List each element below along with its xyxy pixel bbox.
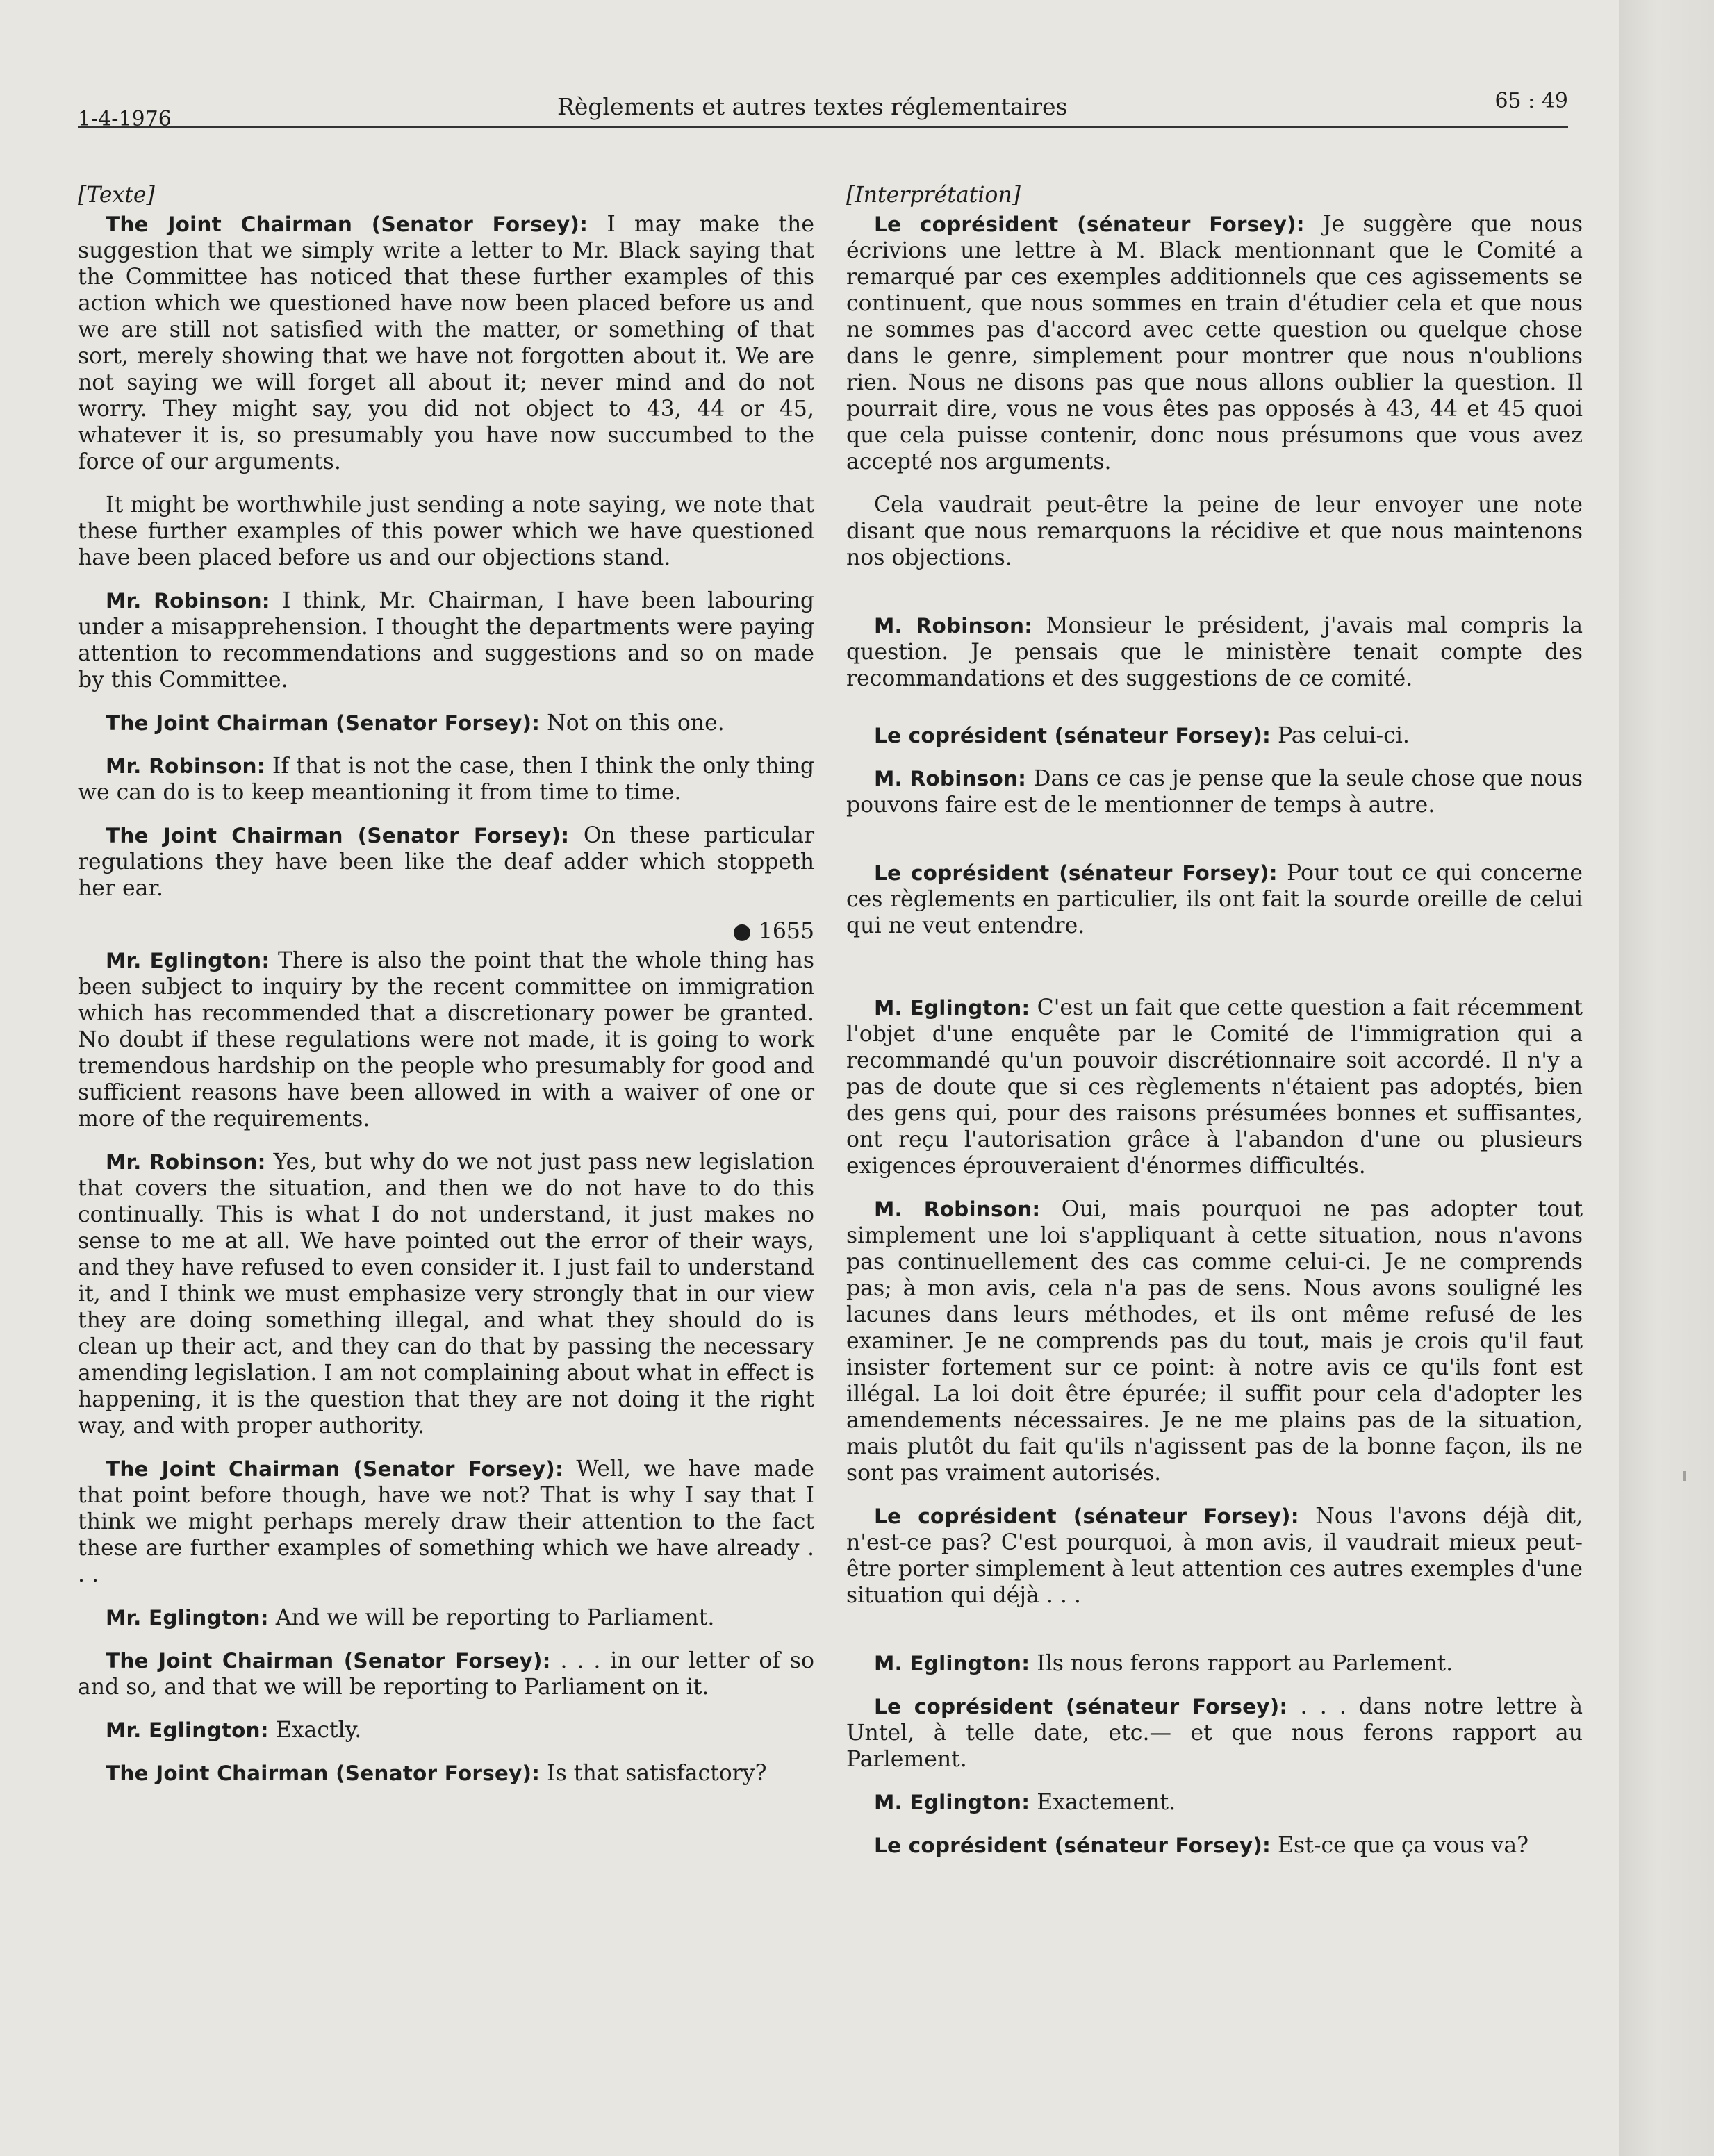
- page-edge: [1619, 0, 1714, 2156]
- speaker-name: Le coprésident (sénateur Forsey):: [874, 1834, 1271, 1857]
- speech-text: It might be worthwhile just sending a note saying, we note that these further examples of this power which we have questioned have been placed before us and our objections stand.: [78, 492, 814, 570]
- french-column: [846, 182, 1583, 1875]
- paragraph: [846, 1693, 1583, 1773]
- speech-text: I think, Mr. Chairman, I have been labouring under a misapprehension. I thought the departments were paying attention to recommendations and suggestions and so on made by this Committee.: [78, 588, 814, 693]
- speaker-name: M. Eglington:: [874, 1652, 1030, 1675]
- paragraph: [78, 822, 814, 902]
- paragraph: [78, 710, 814, 736]
- speech-text: C'est un fait que cette question a fait récemment l'objet d'une enquête par le Comité de l'immigration qui a recommandé qu'un pouvoir discrétionnaire soit accordé. Il n'y a pas de doute que si ces règlements n'étaient pas adoptés, bien des gens qui, pour des raisons présumées bonnes et suffisantes, ont reçu l'autorisation grâce à l'abandon d'une ou plusieurs exigences éprouveraient d'énormes difficultés.: [846, 995, 1583, 1179]
- speaker-name: Mr. Robinson:: [106, 589, 270, 613]
- speech-text: And we will be reporting to Parliament.: [268, 1605, 715, 1630]
- english-column: [78, 182, 814, 1803]
- paragraph: [78, 1648, 814, 1700]
- speech-text: If that is not the case, then I think the only thing we can do is to keep meantioning it from time to time.: [78, 754, 814, 805]
- speech-text: Pour tout ce qui concerne ces règlements en particulier, ils ont fait la sourde oreille de celui qui ne veut entendre.: [846, 861, 1583, 938]
- speaker-name: Mr. Robinson:: [106, 754, 265, 778]
- speaker-name: M. Robinson:: [874, 767, 1027, 790]
- paragraph: [846, 1650, 1583, 1677]
- paragraph: [846, 1196, 1583, 1486]
- paragraph: [846, 492, 1583, 571]
- spacer: [846, 708, 1583, 722]
- spacer: [846, 1625, 1583, 1650]
- paragraph: [78, 492, 814, 571]
- speech-text: Nous l'avons déjà dit, n'est-ce pas? C'est pourquoi, à mon avis, il vaudrait mieux peut-être porter simplement à leut attention ces autres exemples d'une situation qui déjà . . .: [846, 1504, 1583, 1608]
- speaker-name: M. Robinson:: [874, 614, 1033, 638]
- speech-text: Well, we have made that point before though, have we not? That is why I say that I think we might perhaps merely draw their attention to the fact these are further examples of something which we have already . . .: [78, 1457, 814, 1587]
- paragraph: [846, 722, 1583, 749]
- speech-text: Je suggère que nous écrivions une lettre à M. Black mentionnant que le Comité a remarqué par ces exemples additionnels que ces agissements se continuent, que nous sommes en train d'étudier cela et que nous ne sommes pas d'accord avec cette question ou quelque chose dans le genre, simplement pour montrer que nous n'oublions rien. Nous ne disons pas que nous allons oublier la question. Il pourrait dire, vous ne vous êtes pas opposés à 43, 44 et 45 quoi que cela puisse contenir, donc nous présumons que vous avez accepté nos arguments.: [846, 212, 1583, 474]
- paragraph: [846, 995, 1583, 1179]
- paragraph: [846, 211, 1583, 475]
- speech-text: Ils nous ferons rapport au Parlement.: [1030, 1651, 1453, 1676]
- paragraph: [846, 1503, 1583, 1609]
- speaker-name: Le coprésident (sénateur Forsey):: [874, 213, 1305, 236]
- header-page-number: 65 : 49: [1494, 89, 1568, 113]
- speaker-name: Mr. Eglington:: [106, 949, 270, 972]
- paragraph: [846, 860, 1583, 939]
- paragraph: [78, 1604, 814, 1631]
- section-label-texte: [Texte]: [78, 183, 155, 208]
- paragraph: [78, 947, 814, 1132]
- speech-text: Cela vaudrait peut-être la peine de leur envoyer une note disant que nous remarquons la récidive et que nous maintenons nos objections.: [846, 492, 1583, 570]
- paragraph: [78, 588, 814, 693]
- speech-text: I may make the suggestion that we simply write a letter to Mr. Black saying that the Committee has noticed that these further examples of this action which we questioned have now been placed before us and we are still not satisfied with the matter, or something of that sort, merely showing that we have not forgotten about it. We are not saying we will forget all about it; never mind and do not worry. They might say, you did not object to 43, 44 or 45, whatever it is, so presumably you have now succumbed to the force of our arguments.: [78, 212, 814, 474]
- paragraph: [846, 613, 1583, 692]
- speech-text: Monsieur le président, j'avais mal compris la question. Je pensais que le ministère tenait compte des recommandations et des suggestions de ce comité.: [846, 613, 1583, 691]
- speaker-name: The Joint Chairman (Senator Forsey):: [106, 213, 588, 236]
- speaker-name: The Joint Chairman (Senator Forsey):: [106, 1649, 551, 1673]
- page-header: [78, 86, 1568, 131]
- speaker-name: M. Robinson:: [874, 1197, 1041, 1221]
- paragraph: [846, 1789, 1583, 1816]
- speech-text: On these particular regulations they have been like the deaf adder which stoppeth her ear.: [78, 823, 814, 901]
- speech-text: Pas celui-ci.: [1271, 723, 1410, 748]
- spacer: [846, 956, 1583, 995]
- spacer: [846, 835, 1583, 860]
- speaker-name: Mr. Robinson:: [106, 1150, 266, 1174]
- paragraph: [78, 1456, 814, 1588]
- speaker-name: The Joint Chairman (Senator Forsey):: [106, 1761, 541, 1785]
- speaker-name: Le coprésident (sénateur Forsey):: [874, 1504, 1299, 1528]
- section-label-interpretation: [Interprétation]: [846, 183, 1021, 208]
- paragraph: [78, 1760, 814, 1786]
- speaker-name: The Joint Chairman (Senator Forsey):: [106, 824, 570, 847]
- time-marker: ● 1655: [732, 919, 814, 944]
- paragraph: [846, 1832, 1583, 1859]
- speaker-name: The Joint Chairman (Senator Forsey):: [106, 711, 541, 735]
- speaker-name: Mr. Eglington:: [106, 1718, 269, 1742]
- speaker-name: Le coprésident (sénateur Forsey):: [874, 1695, 1288, 1718]
- speech-text: Exactly.: [268, 1718, 362, 1743]
- scan-speck: [1683, 1471, 1686, 1481]
- speech-text: Is that satisfactory?: [540, 1761, 767, 1786]
- speaker-name: The Joint Chairman (Senator Forsey):: [106, 1457, 563, 1481]
- speech-text: Oui, mais pourquoi ne pas adopter tout simplement une loi s'appliquant à cette situation, nous n'avons pas continuellement des cas comme celui-ci. Je ne comprends pas; à mon avis, cela n'a pas de sens. Nous avons souligné les lacunes dans leurs méthodes, et ils ont même refusé de les examiner. Je ne comprends pas du tout, mais je crois qu'il faut insister fortement sur ce point: à notre avis ce qu'ils font est illégal. La loi doit être épurée; il suffit pour cela d'adopter les amendements nécessaires. Je ne me plains pas de la situation, mais plutôt du fait qu'ils n'agissent pas de la bonne façon, ils ne sont pas vraiment autorisés.: [846, 1197, 1583, 1486]
- speech-text: Dans ce cas je pense que la seule chose que nous pouvons faire est de le mentionner de temps à autre.: [846, 766, 1583, 818]
- speaker-name: Le coprésident (sénateur Forsey):: [874, 724, 1271, 747]
- speech-text: Not on this one.: [540, 711, 725, 736]
- speaker-name: M. Eglington:: [874, 1791, 1030, 1814]
- header-date: 1-4-1976: [78, 107, 172, 131]
- speaker-name: M. Eglington:: [874, 996, 1030, 1020]
- speech-text: . . . in our letter of so and so, and that we will be reporting to Parliament on it.: [78, 1648, 814, 1700]
- speech-text: There is also the point that the whole thing has been subject to inquiry by the recent committee on immigration which has recommended that a discretionary power be granted. No doubt if these regulations were not made, it is going to work tremendous hardship on the people who presumably for good and sufficient reasons have been allowed in with a waiver of one or more of the requirements.: [78, 948, 814, 1131]
- speech-text: Exactement.: [1030, 1790, 1176, 1815]
- paragraph: [78, 211, 814, 475]
- speech-text: Est-ce que ça vous va?: [1271, 1833, 1529, 1858]
- speech-text: Yes, but why do we not just pass new legislation that covers the situation, and then we do not have to do this continually. This is what I do not understand, it just makes no sense to me at all. We have pointed out the error of their ways, and they have refused to even consider it. I just fail to understand it, and I think we must emphasize very strongly that in our view they are doing something illegal, and what they should do is clean up their act, and they can do that by passing the necessary amending legislation. I am not complaining about what in effect is happening, it is the question that they are not doing it the right way, and with proper authority.: [78, 1150, 814, 1438]
- paragraph: [846, 765, 1583, 818]
- spacer: [846, 588, 1583, 613]
- speaker-name: Le coprésident (sénateur Forsey):: [874, 861, 1278, 885]
- header-title: Règlements et autres textes réglementaires: [557, 93, 1068, 120]
- speech-text: . . . dans notre lettre à Untel, à telle date, etc.— et que nous ferons rapport au Parlement.: [846, 1694, 1583, 1772]
- paragraph: [78, 1717, 814, 1743]
- paragraph: [78, 753, 814, 806]
- paragraph: [78, 1149, 814, 1439]
- speaker-name: Mr. Eglington:: [106, 1606, 269, 1630]
